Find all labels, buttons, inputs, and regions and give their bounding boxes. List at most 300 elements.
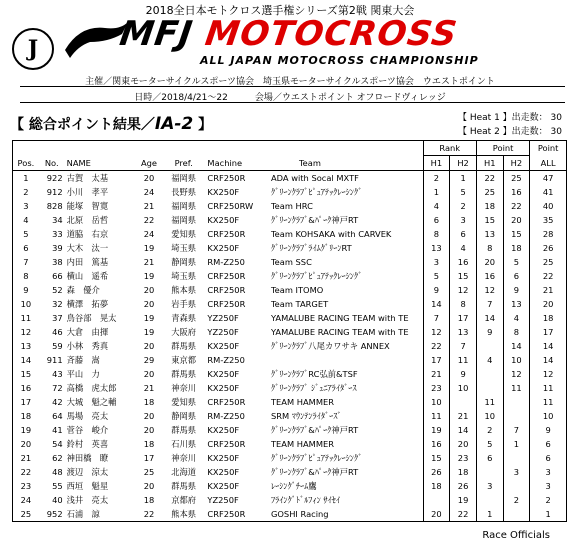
col-point-h2: H2 bbox=[503, 156, 530, 171]
cell-p1: 16 bbox=[476, 269, 503, 283]
cell-r2: 11 bbox=[450, 353, 477, 367]
cell-age: 20 bbox=[143, 299, 155, 309]
cell-no: 62 bbox=[52, 453, 63, 463]
cell-machine: RM-Z250 bbox=[207, 355, 245, 365]
cell-team: Team ITOMO bbox=[270, 285, 324, 295]
cell-age: 21 bbox=[143, 383, 155, 393]
point-header: Point bbox=[476, 141, 529, 156]
cell-no: 55 bbox=[52, 481, 63, 491]
cell-age: 22 bbox=[136, 507, 162, 522]
cell-p2: 13 bbox=[503, 297, 530, 311]
table-row bbox=[13, 451, 567, 465]
cell-team: ｸﾞﾘｰﾝｸﾗﾌﾞﾗｲﾑｸﾞﾘｰﾝRT bbox=[270, 243, 352, 253]
cell-name: 斉藤 嵩 bbox=[66, 355, 100, 365]
cell-r2: 23 bbox=[450, 451, 477, 465]
cell-no: 34 bbox=[52, 215, 63, 225]
table-row bbox=[13, 311, 567, 325]
cell-team bbox=[269, 353, 423, 367]
cell-team: Team TARGET bbox=[270, 299, 329, 309]
point-all-header: Point bbox=[530, 141, 567, 156]
cell-pref: 神奈川 bbox=[171, 383, 197, 393]
cell-age: 24 bbox=[143, 229, 155, 239]
cell-machine: RM-Z250 bbox=[207, 257, 245, 267]
cell-r2: 19 bbox=[450, 493, 477, 507]
cell-r1: 12 bbox=[423, 325, 450, 339]
cell-name: 大木 汰一 bbox=[66, 243, 109, 253]
cell-machine: CRF250R bbox=[207, 397, 246, 407]
cell-age: 21 bbox=[143, 201, 155, 211]
cell-team: YAMALUBE RACING TEAM with TE bbox=[270, 327, 409, 337]
cell-age: 21 bbox=[143, 257, 155, 267]
cell-no: 52 bbox=[52, 285, 63, 295]
cell-age: 18 bbox=[143, 495, 155, 505]
cell-all: 11 bbox=[530, 395, 567, 409]
cell-p1 bbox=[476, 367, 503, 381]
cell-team: ｸﾞﾘｰﾝｸﾗﾌﾞ&ﾊﾟｰｸ神戸RT bbox=[270, 425, 359, 435]
cell-all: 6 bbox=[530, 451, 567, 465]
cell-p2: 3 bbox=[503, 465, 530, 479]
cell-machine: CRF250R bbox=[207, 173, 246, 183]
cell-r1: 10 bbox=[423, 395, 450, 409]
cell-no: 912 bbox=[46, 187, 63, 197]
cell-name: 浅井 亮太 bbox=[66, 495, 109, 505]
cell-age: 17 bbox=[143, 453, 155, 463]
cell-all: 18 bbox=[530, 311, 567, 325]
cell-machine: KX250F bbox=[207, 481, 240, 491]
cell-pref: 埼玉県 bbox=[171, 271, 197, 281]
cell-machine: CRF250R bbox=[207, 299, 246, 309]
cell-team: ｸﾞﾘｰﾝｸﾗﾌﾞ&ﾊﾟｰｸ神戸RT bbox=[270, 467, 359, 477]
cell-no: 43 bbox=[52, 369, 63, 379]
cell-pos: 3 bbox=[13, 199, 39, 213]
cell-r2: 8 bbox=[450, 297, 477, 311]
cell-all: 1 bbox=[530, 507, 567, 522]
cell-r1: 13 bbox=[423, 241, 450, 255]
cell-pos: 16 bbox=[13, 381, 39, 395]
cell-p1: 20 bbox=[476, 255, 503, 269]
cell-p1 bbox=[476, 465, 503, 479]
cell-pref: 静岡県 bbox=[171, 411, 197, 421]
cell-r1: 5 bbox=[423, 269, 450, 283]
cell-p1: 5 bbox=[476, 437, 503, 451]
cell-name: 北原 岳哲 bbox=[66, 215, 109, 225]
banner-motocross: MOTOCROSS bbox=[189, 14, 460, 54]
mfj-motocross-banner bbox=[60, 14, 530, 70]
cell-name: 鳥谷部 晃太 bbox=[66, 313, 117, 323]
organizers: 主催／関東モーターサイクルスポーツ協会 埼玉県モーターサイクルスポーツ協会 ウエストポイント bbox=[85, 77, 495, 87]
cell-age: 18 bbox=[143, 397, 155, 407]
cell-machine: CRF250R bbox=[207, 439, 246, 449]
cell-no: 828 bbox=[46, 201, 63, 211]
cell-pref: 福岡県 bbox=[171, 215, 197, 225]
col-no: No. bbox=[39, 156, 65, 171]
cell-pos: 14 bbox=[13, 353, 39, 367]
cell-machine: CRF250R bbox=[205, 507, 269, 522]
cell-all: 47 bbox=[530, 171, 567, 186]
cell-r2: 20 bbox=[450, 437, 477, 451]
table-row bbox=[13, 395, 567, 409]
cell-name: 大城 魁之輔 bbox=[66, 397, 117, 407]
race-officials: Race Officials bbox=[482, 530, 550, 541]
cell-all: 35 bbox=[530, 213, 567, 227]
col-team: Team bbox=[269, 156, 423, 171]
col-rank-h1: H1 bbox=[423, 156, 450, 171]
cell-machine: CRF250R bbox=[207, 229, 246, 239]
cell-pref: 群馬県 bbox=[171, 425, 197, 435]
cell-team: ﾚｰｼﾝｸﾞﾁｰﾑ鷹 bbox=[270, 481, 317, 491]
cell-all: 17 bbox=[530, 325, 567, 339]
cell-machine: CRF250RW bbox=[207, 201, 254, 211]
cell-p2: 14 bbox=[503, 339, 530, 353]
cell-machine: KX250F bbox=[207, 467, 240, 477]
cell-p1: 25 bbox=[476, 185, 503, 199]
cell-p2 bbox=[503, 479, 530, 493]
cell-r2: 10 bbox=[450, 381, 477, 395]
cell-team: Team HRC bbox=[270, 201, 313, 211]
cell-no: 66 bbox=[52, 271, 63, 281]
cell-p2: 12 bbox=[503, 367, 530, 381]
divider bbox=[20, 102, 565, 103]
cell-r1: 26 bbox=[423, 465, 450, 479]
table-row bbox=[13, 367, 567, 381]
cell-pref: 埼玉県 bbox=[171, 243, 197, 253]
cell-r1: 1 bbox=[423, 185, 450, 199]
cell-machine: CRF250R bbox=[207, 285, 246, 295]
cell-p1: 18 bbox=[476, 199, 503, 213]
cell-p2: 11 bbox=[503, 381, 530, 395]
cell-pref: 石川県 bbox=[171, 439, 197, 449]
cell-pos: 24 bbox=[13, 493, 39, 507]
cell-age: 20 bbox=[143, 425, 155, 435]
banner-mfj: MFJ bbox=[117, 14, 196, 54]
cell-age: 20 bbox=[143, 411, 155, 421]
cell-age: 24 bbox=[143, 187, 155, 197]
col-point-h1: H1 bbox=[476, 156, 503, 171]
cell-age: 20 bbox=[143, 341, 155, 351]
cell-r1: 23 bbox=[423, 381, 450, 395]
table-row bbox=[13, 199, 567, 213]
cell-pos: 23 bbox=[13, 479, 39, 493]
cell-all: 28 bbox=[530, 227, 567, 241]
cell-name: 鈴村 英喜 bbox=[66, 439, 109, 449]
cell-team: SRM ﾏｳﾝﾃﾝﾗｲﾀﾞｰｽﾞ bbox=[270, 411, 342, 421]
cell-name: 道脇 右京 bbox=[66, 229, 109, 239]
cell-machine: KX250F bbox=[207, 215, 240, 225]
table-row bbox=[13, 269, 567, 283]
cell-r2: 12 bbox=[450, 283, 477, 297]
cell-p1: 7 bbox=[476, 297, 503, 311]
cell-pos: 19 bbox=[13, 423, 39, 437]
cell-p2: 25 bbox=[503, 171, 530, 186]
col-machine: Machine bbox=[205, 156, 269, 171]
cell-pos: 15 bbox=[13, 367, 39, 381]
cell-pref: 福岡県 bbox=[171, 173, 197, 183]
cell-no: 952 bbox=[39, 507, 65, 522]
cell-p1: 22 bbox=[476, 171, 503, 186]
table-row bbox=[13, 339, 567, 353]
table-row bbox=[13, 213, 567, 227]
results-header bbox=[0, 0, 580, 110]
cell-p2: 16 bbox=[503, 185, 530, 199]
cell-r2: 1 bbox=[450, 171, 477, 186]
cell-team: ｸﾞﾘｰﾝｸﾗﾌﾞﾋﾟｭｱﾃｯｸﾚｰｼﾝｸﾞ bbox=[270, 187, 363, 197]
table-row bbox=[13, 353, 567, 367]
cell-r2: 9 bbox=[450, 367, 477, 381]
cell-pos: 12 bbox=[13, 325, 39, 339]
cell-pref: 群馬県 bbox=[171, 481, 197, 491]
table-row bbox=[13, 185, 567, 199]
cell-p2 bbox=[503, 395, 530, 409]
cell-machine: KX250F bbox=[207, 187, 240, 197]
cell-machine: RM-Z250 bbox=[207, 411, 245, 421]
table-row bbox=[13, 255, 567, 269]
cell-age: 22 bbox=[143, 215, 155, 225]
table-row bbox=[13, 171, 567, 186]
cell-p2: 6 bbox=[503, 269, 530, 283]
cell-pos: 13 bbox=[13, 339, 39, 353]
cell-no: 32 bbox=[52, 299, 63, 309]
cell-all: 40 bbox=[530, 199, 567, 213]
cell-r1: 22 bbox=[423, 339, 450, 353]
date-venue: 日時／2018/4/21～22 会場／ウエストポイント オフロードヴィレッジ bbox=[134, 93, 446, 103]
cell-all: 22 bbox=[530, 269, 567, 283]
cell-all: 14 bbox=[530, 353, 567, 367]
table-row bbox=[13, 283, 567, 297]
cell-pos: 17 bbox=[13, 395, 39, 409]
cell-p1 bbox=[476, 493, 503, 507]
cell-no: 46 bbox=[52, 327, 63, 337]
cell-age: 19 bbox=[143, 243, 155, 253]
cell-age: 19 bbox=[143, 271, 155, 281]
cell-machine: KX250F bbox=[207, 243, 240, 253]
cell-all: 20 bbox=[530, 297, 567, 311]
cell-machine: KX250F bbox=[207, 425, 240, 435]
cell-p1: 3 bbox=[476, 479, 503, 493]
cell-r2: 2 bbox=[450, 199, 477, 213]
cell-team: TEAM HAMMER bbox=[270, 439, 334, 449]
cell-machine: KX250F bbox=[207, 341, 240, 351]
cell-pref: 熊本県 bbox=[171, 285, 197, 295]
cell-pref: 長野県 bbox=[171, 187, 197, 197]
cell-all: 26 bbox=[530, 241, 567, 255]
cell-r1 bbox=[423, 493, 450, 507]
cell-pos: 22 bbox=[13, 465, 39, 479]
table-row bbox=[13, 493, 567, 507]
cell-r2: 5 bbox=[450, 185, 477, 199]
cell-name: 古賀 太基 bbox=[66, 173, 109, 183]
cell-name: 森 優介 bbox=[66, 285, 100, 295]
cell-name: 横山 遥希 bbox=[66, 271, 109, 281]
cell-name: 内田 篤基 bbox=[66, 257, 109, 267]
cell-pos: 6 bbox=[13, 241, 39, 255]
cell-team: ｸﾞﾘｰﾝｸﾗﾌﾞﾋﾟｭｱﾃｯｸﾚｰｼﾝｸﾞ bbox=[270, 453, 363, 463]
results-table bbox=[12, 140, 567, 522]
cell-no: 48 bbox=[52, 467, 63, 477]
cell-age: 20 bbox=[143, 173, 155, 183]
cell-p2 bbox=[503, 409, 530, 423]
cell-r1: 17 bbox=[423, 353, 450, 367]
cell-age: 29 bbox=[143, 355, 155, 365]
table-row bbox=[13, 437, 567, 451]
cell-team: Team KOHSAKA with CARVEK bbox=[270, 229, 392, 239]
cell-r2: 3 bbox=[450, 213, 477, 227]
cell-r2: 18 bbox=[450, 465, 477, 479]
cell-name: 馬場 亮太 bbox=[66, 411, 109, 421]
cell-pref: 熊本県 bbox=[162, 507, 206, 522]
cell-team: ﾌﾗｲﾝｸﾞﾄﾞﾙﾌｨﾝ ｻｲｾｲ bbox=[270, 495, 340, 505]
cell-r1: 2 bbox=[423, 171, 450, 186]
cell-name: 小林 秀真 bbox=[66, 341, 109, 351]
cell-r2: 7 bbox=[450, 339, 477, 353]
cell-no: 64 bbox=[52, 411, 63, 421]
cell-pos: 9 bbox=[13, 283, 39, 297]
cell-team: ｸﾞﾘｰﾝｸﾗﾌﾞ八尾カワサキ ANNEX bbox=[270, 341, 390, 351]
cell-r1: 18 bbox=[423, 479, 450, 493]
cell-p1 bbox=[476, 339, 503, 353]
cell-p1: 12 bbox=[476, 283, 503, 297]
cell-pref: 群馬県 bbox=[171, 369, 197, 379]
cell-pos: 5 bbox=[13, 227, 39, 241]
cell-r1: 7 bbox=[423, 311, 450, 325]
cell-r2: 17 bbox=[450, 311, 477, 325]
cell-p2: 22 bbox=[503, 199, 530, 213]
cell-r1: 11 bbox=[423, 409, 450, 423]
cell-p1: 9 bbox=[476, 325, 503, 339]
cell-all: 21 bbox=[530, 283, 567, 297]
cell-pos: 11 bbox=[13, 311, 39, 325]
cell-team: ｸﾞﾘｰﾝｸﾗﾌﾞ&ﾊﾟｰｸ神戸RT bbox=[270, 215, 359, 225]
cell-p1: 14 bbox=[476, 311, 503, 325]
cell-p2: 1 bbox=[503, 437, 530, 451]
cell-name: 渡辺 涼太 bbox=[66, 467, 109, 477]
cell-all: 41 bbox=[530, 185, 567, 199]
cell-r2: 16 bbox=[450, 255, 477, 269]
cell-name: 高橋 虎太郎 bbox=[66, 383, 117, 393]
cell-p2: 2 bbox=[503, 493, 530, 507]
mfj-logo-icon: J bbox=[12, 28, 54, 70]
cell-r2: 4 bbox=[450, 241, 477, 255]
cell-p2: 10 bbox=[503, 353, 530, 367]
cell-p2: 8 bbox=[503, 325, 530, 339]
cell-machine: KX250F bbox=[207, 383, 240, 393]
cell-name: 菅谷 峻介 bbox=[66, 425, 109, 435]
cell-p1: 15 bbox=[476, 213, 503, 227]
cell-r1: 6 bbox=[423, 213, 450, 227]
table-row bbox=[13, 507, 567, 522]
divider bbox=[20, 86, 565, 87]
cell-team: Team SSC bbox=[270, 257, 312, 267]
cell-p1: 2 bbox=[476, 423, 503, 437]
cell-pref: 青森県 bbox=[171, 313, 197, 323]
table-row bbox=[13, 479, 567, 493]
cell-r2: 13 bbox=[450, 325, 477, 339]
cell-r1: 19 bbox=[423, 423, 450, 437]
cell-p2: 5 bbox=[503, 255, 530, 269]
cell-p1: 13 bbox=[476, 227, 503, 241]
cell-pos: 21 bbox=[13, 451, 39, 465]
cell-pref: 群馬県 bbox=[171, 341, 197, 351]
cell-name: 小川 孝平 bbox=[66, 187, 109, 197]
cell-name: 横澤 拓夢 bbox=[66, 299, 109, 309]
cell-r1: 3 bbox=[423, 255, 450, 269]
cell-p1: 10 bbox=[476, 409, 503, 423]
cell-p1: 11 bbox=[476, 395, 503, 409]
cell-name: 能塚 智寛 bbox=[66, 201, 109, 211]
cell-p2: 9 bbox=[503, 283, 530, 297]
cell-no: 42 bbox=[52, 397, 63, 407]
cell-pref: 愛知県 bbox=[171, 397, 197, 407]
cell-all: 3 bbox=[530, 479, 567, 493]
cell-age: 20 bbox=[143, 481, 155, 491]
table-row bbox=[13, 381, 567, 395]
cell-r2: 26 bbox=[450, 479, 477, 493]
cell-machine: KX250F bbox=[207, 453, 240, 463]
cell-p2: 4 bbox=[503, 311, 530, 325]
cell-machine: CRF250R bbox=[207, 271, 246, 281]
event-title: 2018全日本モトクロス選手権シリーズ第2戦 関東大会 bbox=[145, 4, 415, 17]
cell-p1: 8 bbox=[476, 241, 503, 255]
cell-p2: 7 bbox=[503, 423, 530, 437]
col-rank-h2: H2 bbox=[450, 156, 477, 171]
cell-no: 59 bbox=[52, 341, 63, 351]
cell-pref: 北海道 bbox=[171, 467, 197, 477]
col-point-all: ALL bbox=[530, 156, 567, 171]
cell-r2: 15 bbox=[450, 269, 477, 283]
cell-all: 25 bbox=[530, 255, 567, 269]
col-age: Age bbox=[136, 156, 162, 171]
cell-pref: 愛知県 bbox=[171, 229, 197, 239]
cell-no: 33 bbox=[52, 229, 63, 239]
cell-age: 19 bbox=[143, 313, 155, 323]
cell-p2: 18 bbox=[503, 241, 530, 255]
table-row bbox=[13, 409, 567, 423]
cell-age: 18 bbox=[143, 439, 155, 449]
cell-age: 20 bbox=[143, 369, 155, 379]
cell-name: 大倉 由揮 bbox=[66, 327, 109, 337]
cell-r1: 4 bbox=[423, 199, 450, 213]
cell-no: 40 bbox=[52, 495, 63, 505]
table-row bbox=[13, 297, 567, 311]
cell-no: 911 bbox=[46, 355, 63, 365]
cell-pos: 10 bbox=[13, 297, 39, 311]
col-name: NAME bbox=[65, 156, 136, 171]
cell-r2: 21 bbox=[450, 409, 477, 423]
cell-p1: 6 bbox=[476, 451, 503, 465]
cell-name: 平山 力 bbox=[66, 369, 100, 379]
cell-pos: 2 bbox=[13, 185, 39, 199]
cell-no: 37 bbox=[52, 313, 63, 323]
cell-pos: 20 bbox=[13, 437, 39, 451]
table-row bbox=[13, 227, 567, 241]
cell-team: YAMALUBE RACING TEAM with TE bbox=[270, 313, 409, 323]
cell-p1: 4 bbox=[476, 353, 503, 367]
class-name: IA-2 bbox=[154, 114, 194, 134]
heat-1-count: 【 Heat 1 】出走数： 30 bbox=[458, 113, 562, 123]
table-row bbox=[13, 423, 567, 437]
cell-r1: 15 bbox=[423, 451, 450, 465]
cell-team: ｸﾞﾘｰﾝｸﾗﾌﾞRC弘前&TSF bbox=[270, 369, 358, 379]
table-row bbox=[13, 241, 567, 255]
table-row bbox=[13, 465, 567, 479]
banner-subtitle: ALL JAPAN MOTOCROSS CHAMPIONSHIP bbox=[200, 54, 479, 67]
cell-r2 bbox=[450, 395, 477, 409]
cell-all: 6 bbox=[530, 437, 567, 451]
cell-r1: 8 bbox=[423, 227, 450, 241]
cell-team: TEAM HAMMER bbox=[270, 397, 334, 407]
cell-p1 bbox=[476, 381, 503, 395]
cell-all: 11 bbox=[530, 381, 567, 395]
cell-pref: 静岡県 bbox=[171, 257, 197, 267]
